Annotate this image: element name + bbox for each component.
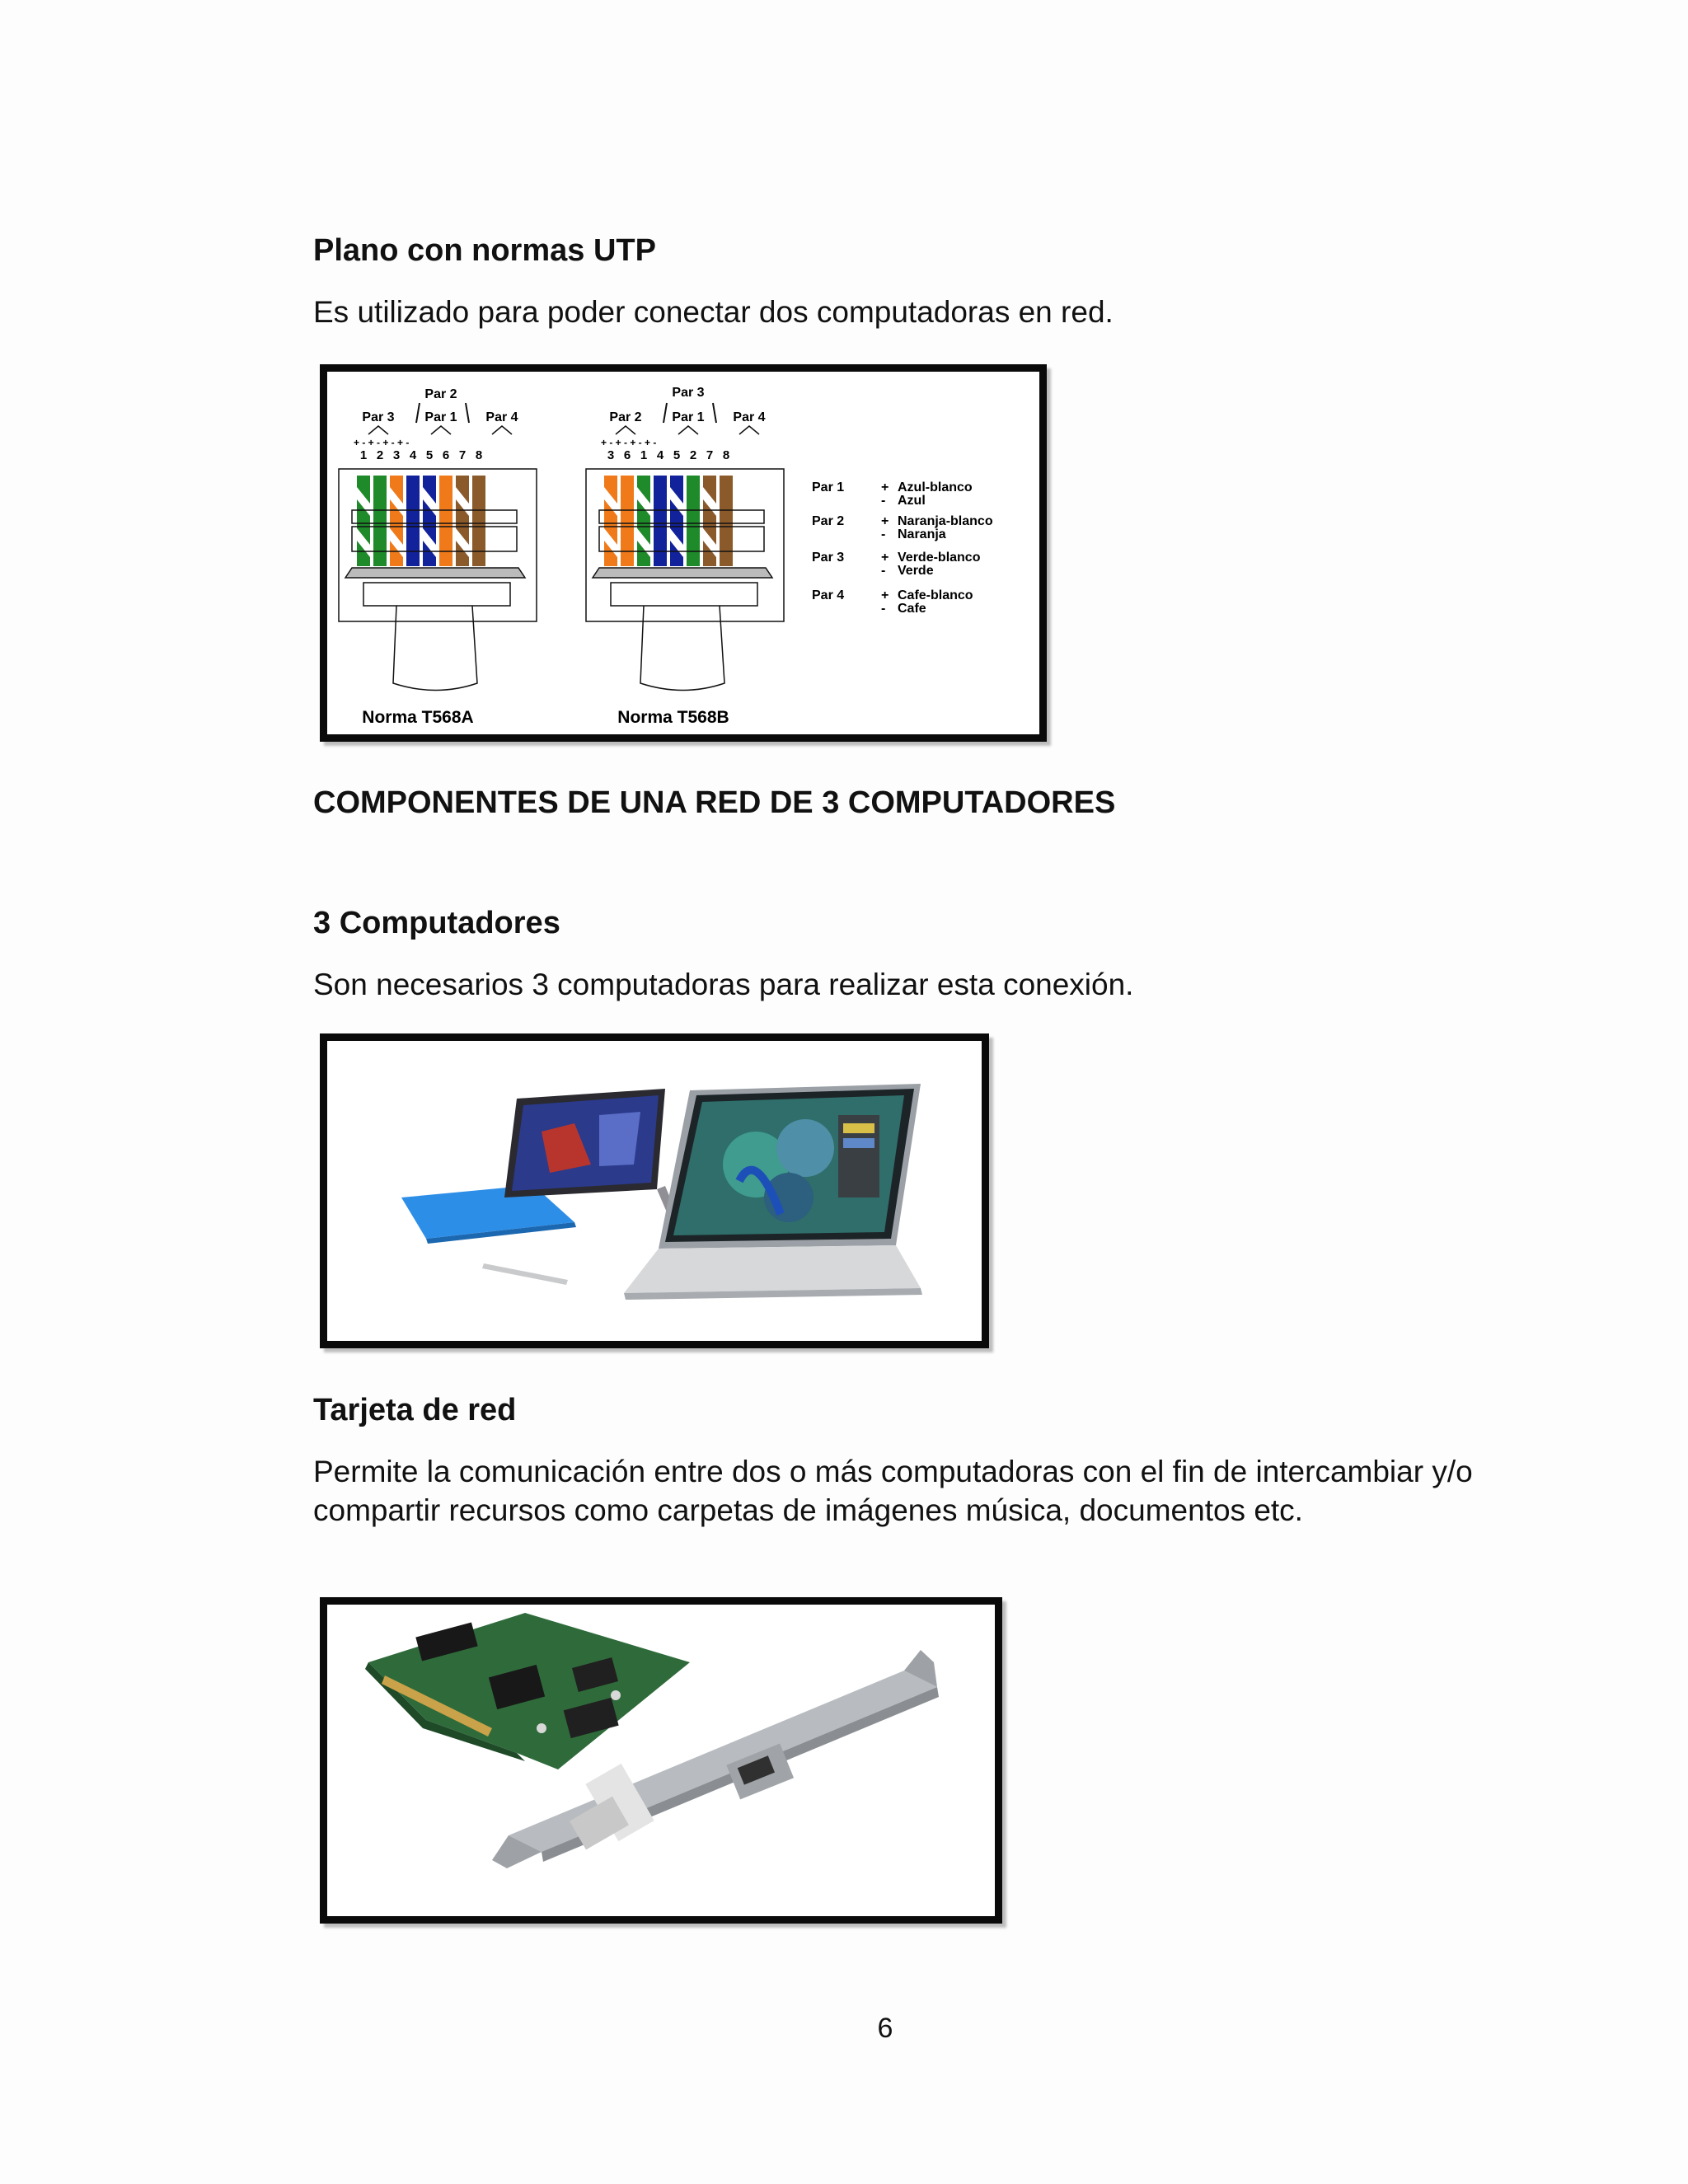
svg-text:+ - + - + - + -: + - + - + - + - bbox=[601, 437, 657, 448]
section-text-computers: Son necesarios 3 computadoras para realizar esta conexión. bbox=[313, 968, 1134, 1001]
t568b-pair-label-b: Par 1 bbox=[672, 410, 705, 424]
svg-text:-: - bbox=[881, 564, 886, 578]
legend-pair-2-minus: Naranja bbox=[898, 527, 946, 541]
t568b-top-pair-label: Par 3 bbox=[672, 386, 705, 400]
t568a-pin-4: 4 bbox=[409, 448, 417, 462]
computers-image-frame bbox=[320, 1033, 989, 1348]
legend-pair-1-minus: Azul bbox=[898, 494, 926, 508]
svg-text:-: - bbox=[881, 494, 886, 508]
t568b-pin-4: 4 bbox=[656, 448, 664, 462]
network-card-illustration bbox=[327, 1605, 995, 1916]
page-number: 6 bbox=[877, 2013, 893, 2044]
section-title-computers: 3 Computadores bbox=[313, 906, 560, 940]
t568a-pair-label-c: Par 4 bbox=[485, 410, 518, 424]
network-card-image-frame bbox=[320, 1597, 1002, 1924]
section-title-components: COMPONENTES DE UNA RED DE 3 COMPUTADORES bbox=[313, 785, 1116, 820]
t568b-pin-1: 3 bbox=[607, 448, 615, 462]
legend-pair-2: Par 2 bbox=[812, 514, 845, 528]
legend-pair-4-minus: Cafe bbox=[898, 602, 926, 616]
t568b-pair-label-c: Par 4 bbox=[733, 410, 766, 424]
t568b-pin-6: 2 bbox=[689, 448, 697, 462]
svg-text:+: + bbox=[881, 514, 889, 528]
legend-pair-4-plus: Cafe-blanco bbox=[898, 588, 973, 602]
svg-text:+ - + - + - + -: + - + - + - + - bbox=[354, 437, 410, 448]
svg-text:-: - bbox=[881, 602, 886, 616]
t568b-pin-7: 7 bbox=[706, 448, 714, 462]
svg-text:-: - bbox=[881, 527, 886, 541]
t568b-pin-2: 6 bbox=[623, 448, 631, 462]
t568a-pin-7: 7 bbox=[458, 448, 467, 462]
t568b-caption: Norma T568B bbox=[617, 708, 729, 727]
svg-text:+: + bbox=[881, 551, 889, 565]
t568a-caption: Norma T568A bbox=[362, 708, 474, 727]
t568a-pair-label-b: Par 1 bbox=[424, 410, 457, 424]
t568a-pin-6: 6 bbox=[442, 448, 450, 462]
legend-pair-2-plus: Naranja-blanco bbox=[898, 514, 993, 528]
computers-illustration bbox=[327, 1041, 982, 1341]
legend-pair-4: Par 4 bbox=[812, 588, 845, 602]
t568a-pair-label-a: Par 3 bbox=[362, 410, 395, 424]
t568b-pin-5: 5 bbox=[673, 448, 681, 462]
connector-t568a bbox=[339, 387, 537, 727]
t568a-pin-2: 2 bbox=[376, 448, 384, 462]
section-title-network-card: Tarjeta de red bbox=[313, 1393, 517, 1427]
legend-pair-3-minus: Verde bbox=[898, 564, 934, 578]
pair-color-legend bbox=[812, 480, 993, 616]
t568b-pin-3: 1 bbox=[640, 448, 648, 462]
section-text-network-card: Permite la comunicación entre dos o más computadoras con el fin de intercambiar y/o compartir recursos como carpetas de imágenes música, documentos etc. bbox=[313, 1455, 1473, 1527]
t568a-pin-3: 3 bbox=[392, 448, 401, 462]
t568b-pair-label-a: Par 2 bbox=[609, 410, 642, 424]
utp-wiring-diagram bbox=[327, 372, 1039, 734]
t568b-pin-8: 8 bbox=[722, 448, 730, 462]
legend-pair-3: Par 3 bbox=[812, 551, 845, 565]
t568a-top-pair-label: Par 2 bbox=[424, 387, 457, 401]
svg-text:+: + bbox=[881, 588, 889, 602]
legend-pair-3-plus: Verde-blanco bbox=[898, 551, 981, 565]
section-title-utp: Plano con normas UTP bbox=[313, 233, 656, 268]
t568a-pin-8: 8 bbox=[475, 448, 483, 462]
svg-text:+: + bbox=[881, 480, 889, 494]
utp-diagram-frame bbox=[320, 364, 1047, 742]
legend-pair-1-plus: Azul-blanco bbox=[898, 480, 973, 494]
t568a-pin-5: 5 bbox=[425, 448, 434, 462]
t568a-pin-1: 1 bbox=[359, 448, 368, 462]
connector-t568b bbox=[586, 386, 784, 727]
legend-pair-1: Par 1 bbox=[812, 480, 845, 494]
section-text-utp: Es utilizado para poder conectar dos computadoras en red. bbox=[313, 295, 1114, 329]
